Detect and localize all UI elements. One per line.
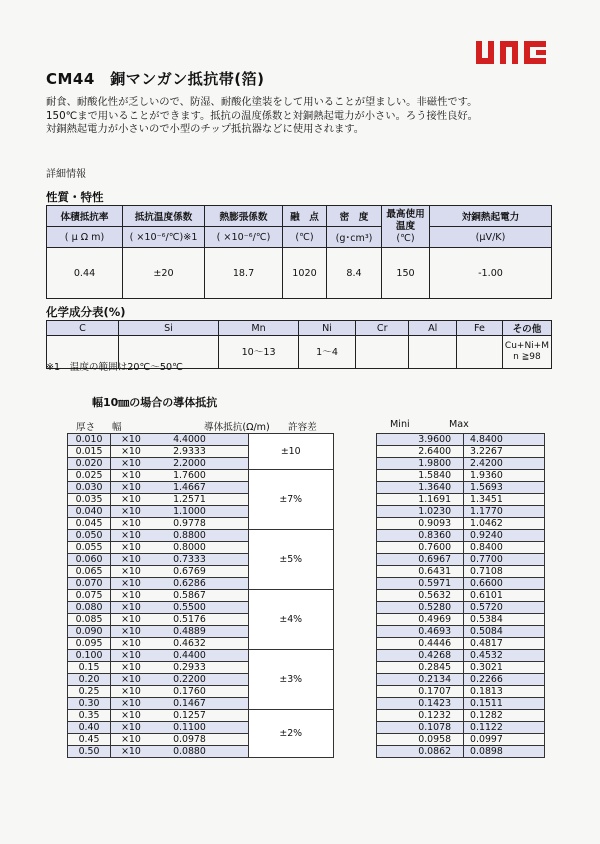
col-header-thickness: 厚さ xyxy=(76,422,96,433)
resistance-cell xyxy=(111,602,249,614)
table-row xyxy=(68,530,545,542)
min-cell: 0.1707 xyxy=(376,686,463,698)
min-cell: 0.9093 xyxy=(376,518,463,530)
chem-header: Ni xyxy=(299,321,356,336)
resistance-cell xyxy=(111,554,249,566)
spacer xyxy=(333,470,376,530)
min-cell: 1.3640 xyxy=(376,482,463,494)
thickness-cell: 0.035 xyxy=(68,494,111,506)
resistance-cell xyxy=(111,506,249,518)
resistance-value: 0.2933 xyxy=(173,662,206,673)
min-cell: 3.9600 xyxy=(376,434,463,446)
width-value: ×10 xyxy=(121,626,141,637)
resistance-cell xyxy=(111,542,249,554)
thickness-cell: 0.010 xyxy=(68,434,111,446)
resistance-cell xyxy=(111,638,249,650)
prop-unit: ( ×10⁻⁶/℃) xyxy=(205,227,283,248)
max-cell: 0.0898 xyxy=(464,746,545,758)
thickness-cell: 0.040 xyxy=(68,506,111,518)
chem-header: Cr xyxy=(356,321,409,336)
resistance-cell xyxy=(111,566,249,578)
width-value: ×10 xyxy=(121,650,141,661)
min-cell: 0.4693 xyxy=(376,626,463,638)
resistance-cell xyxy=(111,458,249,470)
width-value: ×10 xyxy=(121,434,141,445)
spacer xyxy=(333,434,376,470)
thickness-cell: 0.30 xyxy=(68,698,111,710)
table-row xyxy=(68,590,545,602)
width-value: ×10 xyxy=(121,734,141,745)
tolerance-cell: ±3% xyxy=(248,650,333,710)
prop-header: 密 度 xyxy=(327,206,382,227)
min-cell: 0.5280 xyxy=(376,602,463,614)
width-value: ×10 xyxy=(121,518,141,529)
width-value: ×10 xyxy=(121,602,141,613)
min-cell: 0.1423 xyxy=(376,698,463,710)
thickness-cell: 0.080 xyxy=(68,602,111,614)
col-header-min: Mini xyxy=(390,419,410,430)
chem-value: 10～13 xyxy=(219,336,299,369)
col-header-resistance: 導体抵抗(Ω/m) xyxy=(204,422,270,433)
resistance-value: 0.5867 xyxy=(173,590,206,601)
resistance-value: 0.5500 xyxy=(173,602,206,613)
prop-unit: (℃) xyxy=(396,233,415,244)
prop-header-main: 最高使用温度 xyxy=(386,209,425,232)
max-cell: 0.1813 xyxy=(464,686,545,698)
resistance-value: 0.4889 xyxy=(173,626,206,637)
resistance-value: 0.8000 xyxy=(173,542,206,553)
resistance-cell xyxy=(111,614,249,626)
thickness-cell: 0.045 xyxy=(68,518,111,530)
description xyxy=(46,96,566,137)
max-cell: 0.5720 xyxy=(464,602,545,614)
resistance-value: 0.5176 xyxy=(173,614,206,625)
width-value: ×10 xyxy=(121,458,141,469)
max-cell: 1.1770 xyxy=(464,506,545,518)
resistance-cell xyxy=(111,470,249,482)
thickness-cell: 0.050 xyxy=(68,530,111,542)
resistance-cell xyxy=(111,674,249,686)
width-value: ×10 xyxy=(121,542,141,553)
table-row xyxy=(68,470,545,482)
thickness-cell: 0.075 xyxy=(68,590,111,602)
max-cell: 0.1122 xyxy=(464,722,545,734)
spacer xyxy=(333,530,376,590)
table-row xyxy=(68,710,545,722)
width-value: ×10 xyxy=(121,722,141,733)
width-value: ×10 xyxy=(121,746,141,757)
chem-value xyxy=(457,336,503,369)
resistance-cell xyxy=(111,746,249,758)
thickness-cell: 0.030 xyxy=(68,482,111,494)
width-value: ×10 xyxy=(121,698,141,709)
width-value: ×10 xyxy=(121,554,141,565)
tolerance-cell: ±10 xyxy=(248,434,333,470)
prop-value: 0.44 xyxy=(47,248,123,299)
resistance-value: 0.1257 xyxy=(173,710,206,721)
width-value: ×10 xyxy=(121,638,141,649)
min-cell: 2.6400 xyxy=(376,446,463,458)
prop-unit: (μV/K) xyxy=(430,227,552,248)
max-cell: 0.5384 xyxy=(464,614,545,626)
chem-value xyxy=(409,336,457,369)
width-value: ×10 xyxy=(121,614,141,625)
page-title: CM44 銅マンガン抵抗帯(箔) xyxy=(46,70,265,88)
chem-header: Al xyxy=(409,321,457,336)
resistance-value: 0.1100 xyxy=(173,722,206,733)
thickness-cell: 0.25 xyxy=(68,686,111,698)
min-cell: 1.1691 xyxy=(376,494,463,506)
chem-value xyxy=(356,336,409,369)
table-row xyxy=(68,434,545,446)
thickness-cell: 0.20 xyxy=(68,674,111,686)
resistance-value: 1.1000 xyxy=(173,506,206,517)
spacer xyxy=(333,710,376,758)
thickness-cell: 0.020 xyxy=(68,458,111,470)
thickness-cell: 0.15 xyxy=(68,662,111,674)
resistance-value: 0.9778 xyxy=(173,518,206,529)
thickness-cell: 0.025 xyxy=(68,470,111,482)
prop-unit: ( μ Ω m) xyxy=(47,227,123,248)
spacer xyxy=(333,590,376,650)
prop-header: 融 点 xyxy=(283,206,327,227)
min-cell: 0.2134 xyxy=(376,674,463,686)
tolerance-cell: ±5% xyxy=(248,530,333,590)
min-cell: 0.1078 xyxy=(376,722,463,734)
resistance-cell xyxy=(111,518,249,530)
resistance-cell xyxy=(111,698,249,710)
max-cell: 0.4532 xyxy=(464,650,545,662)
col-header-tolerance: 許容差 xyxy=(288,422,317,433)
chem-value: Cu+Ni+M n ≧98 xyxy=(502,336,551,369)
max-cell: 0.6101 xyxy=(464,590,545,602)
properties-table xyxy=(46,205,552,299)
resistance-value: 0.4632 xyxy=(173,638,206,649)
width-value: ×10 xyxy=(121,590,141,601)
footnote: ※1 温度の範囲は20℃～50℃ xyxy=(46,362,183,373)
resistance-cell xyxy=(111,686,249,698)
description-line: 対銅熱起電力が小さいので小型のチップ抵抗器などに使用されます。 xyxy=(46,123,365,135)
width-value: ×10 xyxy=(121,662,141,673)
min-cell: 0.6431 xyxy=(376,566,463,578)
min-cell: 0.0958 xyxy=(376,734,463,746)
conductor-table xyxy=(67,433,545,758)
max-cell: 0.1282 xyxy=(464,710,545,722)
max-cell: 0.3021 xyxy=(464,662,545,674)
resistance-cell xyxy=(111,650,249,662)
min-cell: 0.2845 xyxy=(376,662,463,674)
min-cell: 0.6967 xyxy=(376,554,463,566)
prop-header: 熱膨張係数 xyxy=(205,206,283,227)
max-cell: 0.8400 xyxy=(464,542,545,554)
resistance-cell xyxy=(111,446,249,458)
max-cell: 1.5693 xyxy=(464,482,545,494)
resistance-value: 1.2571 xyxy=(173,494,206,505)
detail-label: 詳細情報 xyxy=(46,169,86,180)
min-cell: 0.5971 xyxy=(376,578,463,590)
resistance-cell xyxy=(111,494,249,506)
col-header-max: Max xyxy=(449,419,469,430)
description-line: 150℃まで用いることができます。抵抗の温度係数と対銅熱起電力が小さい。ろう接性良好。 xyxy=(46,109,478,122)
chem-header: その他 xyxy=(502,321,551,336)
prop-unit: ( ×10⁻⁶/℃)※1 xyxy=(123,227,205,248)
resistance-value: 4.4000 xyxy=(173,434,206,445)
prop-value: 150 xyxy=(382,248,430,299)
prop-value: 8.4 xyxy=(327,248,382,299)
max-cell: 0.4817 xyxy=(464,638,545,650)
resistance-value: 0.0880 xyxy=(173,746,206,757)
max-cell: 4.8400 xyxy=(464,434,545,446)
table-row xyxy=(68,650,545,662)
width-value: ×10 xyxy=(121,566,141,577)
width-value: ×10 xyxy=(121,674,141,685)
resistance-value: 0.4400 xyxy=(173,650,206,661)
tolerance-cell: ±4% xyxy=(248,590,333,650)
composition-title: 化学成分表(%) xyxy=(46,305,126,319)
min-cell: 1.5840 xyxy=(376,470,463,482)
resistance-cell xyxy=(111,590,249,602)
thickness-cell: 0.070 xyxy=(68,578,111,590)
resistance-cell xyxy=(111,722,249,734)
thickness-cell: 0.100 xyxy=(68,650,111,662)
resistance-cell xyxy=(111,578,249,590)
width-value: ×10 xyxy=(121,494,141,505)
resistance-value: 0.6286 xyxy=(173,578,206,589)
thickness-cell: 0.095 xyxy=(68,638,111,650)
min-cell: 0.1232 xyxy=(376,710,463,722)
conductor-table-title: 幅10㎜の場合の導体抵抗 xyxy=(92,396,218,409)
chem-header: C xyxy=(47,321,119,336)
resistance-value: 0.0978 xyxy=(173,734,206,745)
resistance-cell xyxy=(111,734,249,746)
resistance-value: 0.8800 xyxy=(173,530,206,541)
resistance-value: 2.2000 xyxy=(173,458,206,469)
resistance-value: 2.9333 xyxy=(173,446,206,457)
thickness-cell: 0.45 xyxy=(68,734,111,746)
max-cell: 0.0997 xyxy=(464,734,545,746)
properties-title: 性質・特性 xyxy=(46,190,104,204)
thickness-cell: 0.085 xyxy=(68,614,111,626)
thickness-cell: 0.055 xyxy=(68,542,111,554)
thickness-cell: 0.065 xyxy=(68,566,111,578)
max-cell: 0.7700 xyxy=(464,554,545,566)
resistance-value: 1.4667 xyxy=(173,482,206,493)
max-cell: 1.0462 xyxy=(464,518,545,530)
min-cell: 0.8360 xyxy=(376,530,463,542)
max-cell: 1.3451 xyxy=(464,494,545,506)
max-cell: 0.9240 xyxy=(464,530,545,542)
width-value: ×10 xyxy=(121,686,141,697)
spacer xyxy=(333,650,376,710)
min-cell: 0.5632 xyxy=(376,590,463,602)
chem-header: Fe xyxy=(457,321,503,336)
resistance-value: 0.1467 xyxy=(173,698,206,709)
tolerance-cell: ±7% xyxy=(248,470,333,530)
thickness-cell: 0.015 xyxy=(68,446,111,458)
prop-header: 抵抗温度係数 xyxy=(123,206,205,227)
width-value: ×10 xyxy=(121,482,141,493)
resistance-cell xyxy=(111,530,249,542)
max-cell: 1.9360 xyxy=(464,470,545,482)
resistance-value: 0.2200 xyxy=(173,674,206,685)
max-cell: 0.1511 xyxy=(464,698,545,710)
col-header-width: 幅 xyxy=(112,422,122,433)
chem-header: Mn xyxy=(219,321,299,336)
max-cell: 3.2267 xyxy=(464,446,545,458)
prop-value: ±20 xyxy=(123,248,205,299)
resistance-value: 0.6769 xyxy=(173,566,206,577)
min-cell: 0.0862 xyxy=(376,746,463,758)
uns-logo xyxy=(474,38,568,66)
prop-value: 18.7 xyxy=(205,248,283,299)
resistance-value: 1.7600 xyxy=(173,470,206,481)
resistance-value: 0.1760 xyxy=(173,686,206,697)
thickness-cell: 0.060 xyxy=(68,554,111,566)
prop-unit: (g･cm³) xyxy=(327,227,382,248)
max-cell: 2.4200 xyxy=(464,458,545,470)
prop-header: 体積抵抗率 xyxy=(47,206,123,227)
thickness-cell: 0.50 xyxy=(68,746,111,758)
width-value: ×10 xyxy=(121,530,141,541)
prop-value: -1.00 xyxy=(430,248,552,299)
max-cell: 0.6600 xyxy=(464,578,545,590)
resistance-value: 0.7333 xyxy=(173,554,206,565)
width-value: ×10 xyxy=(121,578,141,589)
prop-header: 対銅熱起電力 xyxy=(430,206,552,227)
thickness-cell: 0.35 xyxy=(68,710,111,722)
width-value: ×10 xyxy=(121,710,141,721)
resistance-cell xyxy=(111,710,249,722)
min-cell: 0.4446 xyxy=(376,638,463,650)
max-cell: 0.5084 xyxy=(464,626,545,638)
width-value: ×10 xyxy=(121,506,141,517)
tolerance-cell: ±2% xyxy=(248,710,333,758)
resistance-cell xyxy=(111,482,249,494)
width-value: ×10 xyxy=(121,470,141,481)
width-value: ×10 xyxy=(121,446,141,457)
min-cell: 0.7600 xyxy=(376,542,463,554)
min-cell: 1.0230 xyxy=(376,506,463,518)
resistance-cell xyxy=(111,626,249,638)
min-cell: 0.4268 xyxy=(376,650,463,662)
thickness-cell: 0.090 xyxy=(68,626,111,638)
chem-header: Si xyxy=(118,321,218,336)
resistance-cell xyxy=(111,662,249,674)
min-cell: 1.9800 xyxy=(376,458,463,470)
prop-unit: (℃) xyxy=(283,227,327,248)
min-cell: 0.4969 xyxy=(376,614,463,626)
thickness-cell: 0.40 xyxy=(68,722,111,734)
description-line: 耐食、耐酸化性が乏しいので、防湿、耐酸化塗装をして用いることが望ましい。非磁性です。 xyxy=(46,96,478,108)
resistance-cell xyxy=(111,434,249,446)
max-cell: 0.7108 xyxy=(464,566,545,578)
chem-value: 1～4 xyxy=(299,336,356,369)
prop-header xyxy=(382,206,430,248)
max-cell: 0.2266 xyxy=(464,674,545,686)
prop-value: 1020 xyxy=(283,248,327,299)
